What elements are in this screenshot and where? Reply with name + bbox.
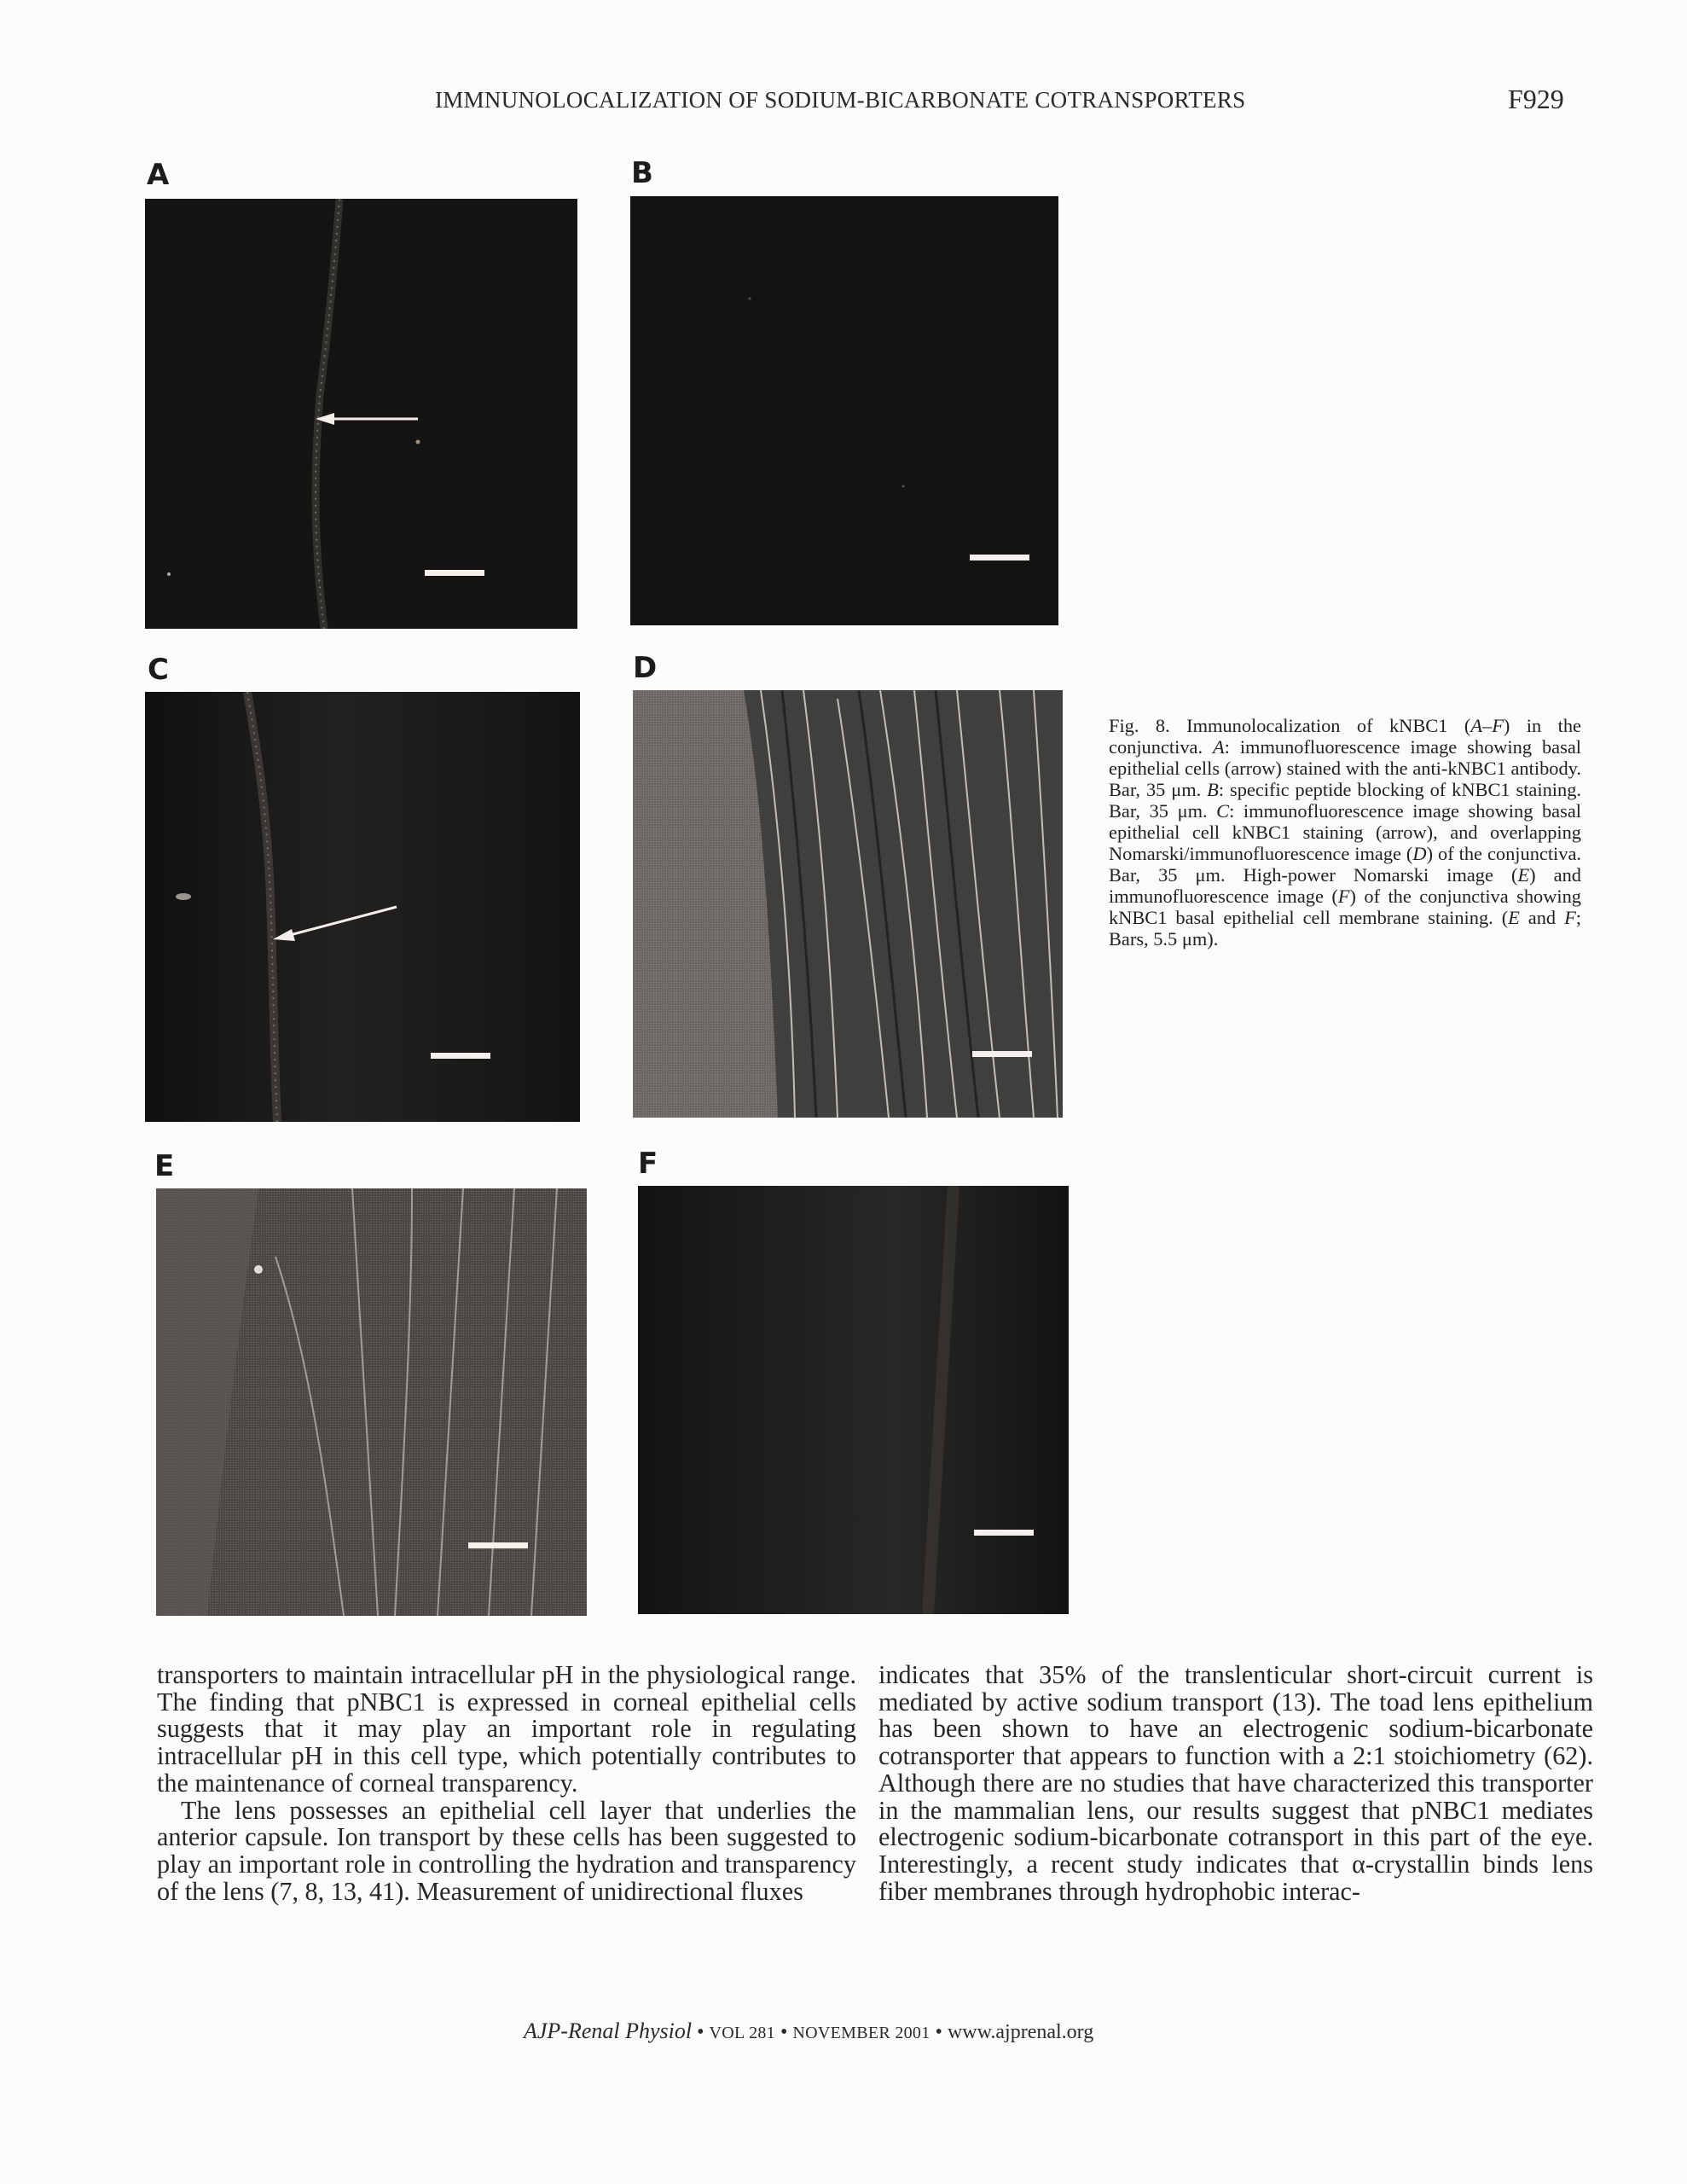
scale-bar [974, 1530, 1034, 1536]
journal-name: AJP-Renal Physiol [524, 2018, 693, 2043]
caption-panel-ref: E [1517, 864, 1530, 886]
panel-a-image [145, 199, 577, 629]
running-head: IMMNUNOLOCALIZATION OF SODIUM-BICARBONATE COTRANSPORTERS [435, 87, 1246, 113]
body-column-left [157, 1662, 856, 1905]
panel-label-b: B [631, 156, 653, 190]
page-footer [524, 2018, 1093, 2044]
caption-text: ) of the conjunctiva. Bar, 35 μm. High-power Nomarski image ( [1109, 843, 1581, 886]
caption-panel-ref: B [1207, 779, 1219, 800]
scale-bar [970, 555, 1029, 561]
paragraph: transporters to maintain intracellular pH in the physiological range. The finding that pNBC1 is expressed in corneal epithelial cells suggests that it may play an important role in regulating intracellular pH in this cell type, which potentially contributes to the maintenance of corneal transparency. [157, 1660, 856, 1798]
caption-panel-ref: A–F [1470, 715, 1504, 736]
caption-panel-ref: A [1212, 736, 1225, 758]
paragraph: The lens possesses an epithelial cell layer that underlies the anterior capsule. Ion transport by these cells has been suggested to play an important role in controlling the hydration and transparency of the lens (7, 8, 13, 41). Measurement of unidirectional fluxes [157, 1795, 856, 1906]
volume: VOL 281 [709, 2024, 775, 2042]
panel-label-d: D [633, 651, 658, 685]
panel-label-e: E [154, 1149, 175, 1183]
caption-panel-ref: C [1216, 800, 1230, 822]
panel-label-f: F [638, 1147, 658, 1181]
issue-date: NOVEMBER 2001 [792, 2024, 930, 2042]
panel-e-image [156, 1188, 587, 1616]
panel-f-image [638, 1186, 1069, 1614]
separator: • [692, 2021, 710, 2043]
paragraph: indicates that 35% of the translenticular short-circuit current is mediated by active sodium transport (13). The toad lens epithelium has been shown to have an electrogenic sodium-bicarbonate cotransporter that appears to function with a 2:1 stoichiometry (62). Although there are no studies that have characterized this transporter in the mammalian lens, our results suggest that pNBC1 mediates electrogenic sodium-bicarbonate cotransport in this part of the eye. Interestingly, a recent study indicates that α-crystallin binds lens fiber membranes through hydrophobic interac- [878, 1660, 1593, 1906]
panel-label-a: A [147, 158, 170, 192]
panel-d-image [633, 690, 1063, 1118]
panel-label-c: C [148, 653, 169, 687]
scale-bar [468, 1542, 528, 1548]
panel-c-image [145, 692, 580, 1122]
caption-text: : specific peptide blocking of kNBC1 staining. Bar, 35 μm. [1109, 779, 1581, 822]
scale-bar [972, 1051, 1032, 1057]
panel-b-image [630, 196, 1058, 625]
page-number: F929 [1508, 84, 1564, 114]
journal-url: www.ajprenal.org [947, 2021, 1094, 2043]
caption-text: ) and immunofluorescence image ( [1109, 864, 1582, 907]
scale-bar [431, 1053, 490, 1059]
caption-text: : immunofluorescence image showing basal epithelial cells (arrow) stained with the anti-kNBC1 antibody. Bar, 35 μm. [1109, 736, 1581, 800]
caption-panel-ref: F [1337, 886, 1350, 907]
separator: • [774, 2021, 793, 2043]
caption-text: Immunolocalization of kNBC1 ( [1169, 715, 1471, 736]
caption-text: ) of the conjunctiva showing kNBC1 basal epithelial cell membrane staining. ( [1109, 886, 1581, 928]
separator: • [930, 2021, 948, 2043]
body-column-right [878, 1662, 1593, 1905]
caption-lead: Fig. 8. [1109, 715, 1170, 736]
figure-caption [1109, 715, 1581, 950]
caption-text: : immunofluorescence image showing basal epithelial cell kNBC1 staining (arrow), and overlapping Nomarski/immunofluorescence image ( [1109, 800, 1581, 864]
caption-text: and [1519, 907, 1565, 928]
caption-panel-ref: F [1564, 907, 1576, 928]
caption-panel-ref: D [1412, 843, 1427, 864]
caption-text: ; Bars, 5.5 μm). [1109, 907, 1581, 950]
caption-panel-ref: E [1508, 907, 1520, 928]
scale-bar [425, 570, 484, 576]
caption-text: ) in the conjunctiva. [1109, 715, 1581, 758]
